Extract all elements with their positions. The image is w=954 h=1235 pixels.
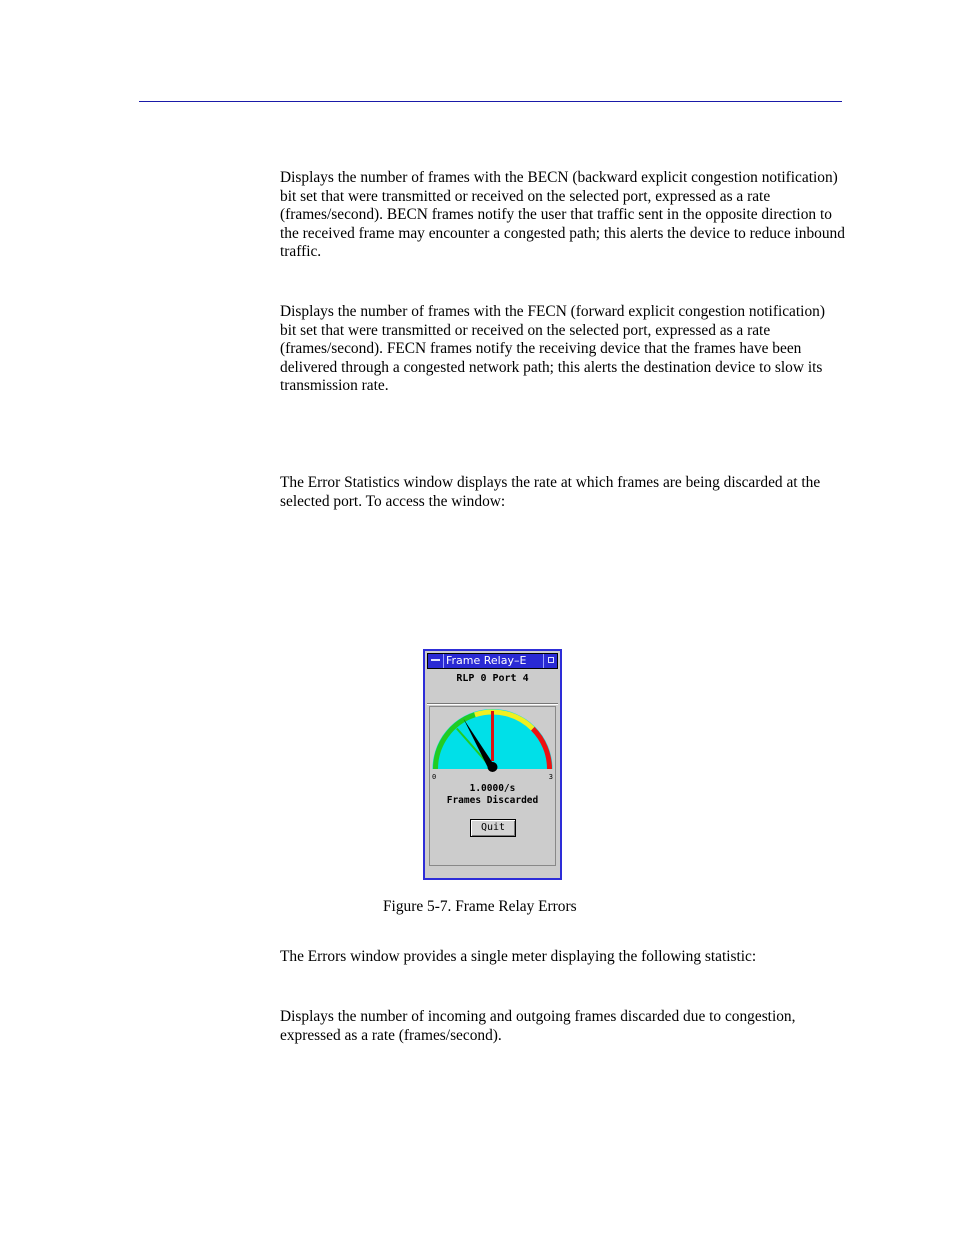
error-statistics-intro: The Error Statistics window displays the rate at which frames are being discarded at the selected port. To access the window: bbox=[280, 474, 821, 510]
gauge-meter bbox=[432, 709, 553, 775]
gauge-value: 1.0000/s bbox=[469, 783, 516, 794]
fecn-description: Displays the number of frames with the FECN (forward explicit congestion notification) bit set that were transmitted or received on the selected port, expressed as a rate (frames/second). FECN frames notify the receiving device that the frames have been delivered through a congested network path; this alerts the destination device to slow its transmission rate. bbox=[280, 303, 825, 395]
becn-description: Displays the number of frames with the BECN (backward explicit congestion notification) bit set that were transmitted or received on the selected port, expressed as a rate (frames/second). BECN frames notify the user that traffic sent in the opposite direction to the received frame may encounter a congested path; this alerts the device to reduce inbound traffic. bbox=[280, 169, 845, 261]
maximize-icon[interactable] bbox=[543, 654, 557, 668]
gauge-hub bbox=[488, 762, 498, 772]
quit-button[interactable]: Quit bbox=[470, 819, 516, 837]
gauge-max-label: 3 bbox=[548, 773, 553, 781]
gauge-panel bbox=[429, 706, 556, 866]
window-title: Frame Relay–E bbox=[446, 654, 527, 667]
figure-caption: Figure 5-7. Frame Relay Errors bbox=[383, 898, 577, 915]
gauge-caption: Frames Discarded bbox=[446, 795, 539, 806]
port-label: RLP 0 Port 4 bbox=[456, 673, 529, 684]
header-rule bbox=[139, 101, 842, 102]
separator bbox=[427, 703, 558, 705]
errors-window-intro: The Errors window provides a single meter displaying the following statistic: bbox=[280, 948, 757, 965]
frames-discarded-description: Displays the number of incoming and outgoing frames discarded due to congestion, expressed as a rate (frames/second). bbox=[280, 1008, 796, 1044]
gauge-min-label: 0 bbox=[432, 773, 437, 781]
window-titlebar[interactable] bbox=[427, 653, 558, 669]
window-menu-icon[interactable] bbox=[428, 654, 444, 668]
frame-relay-errors-window bbox=[423, 649, 562, 880]
